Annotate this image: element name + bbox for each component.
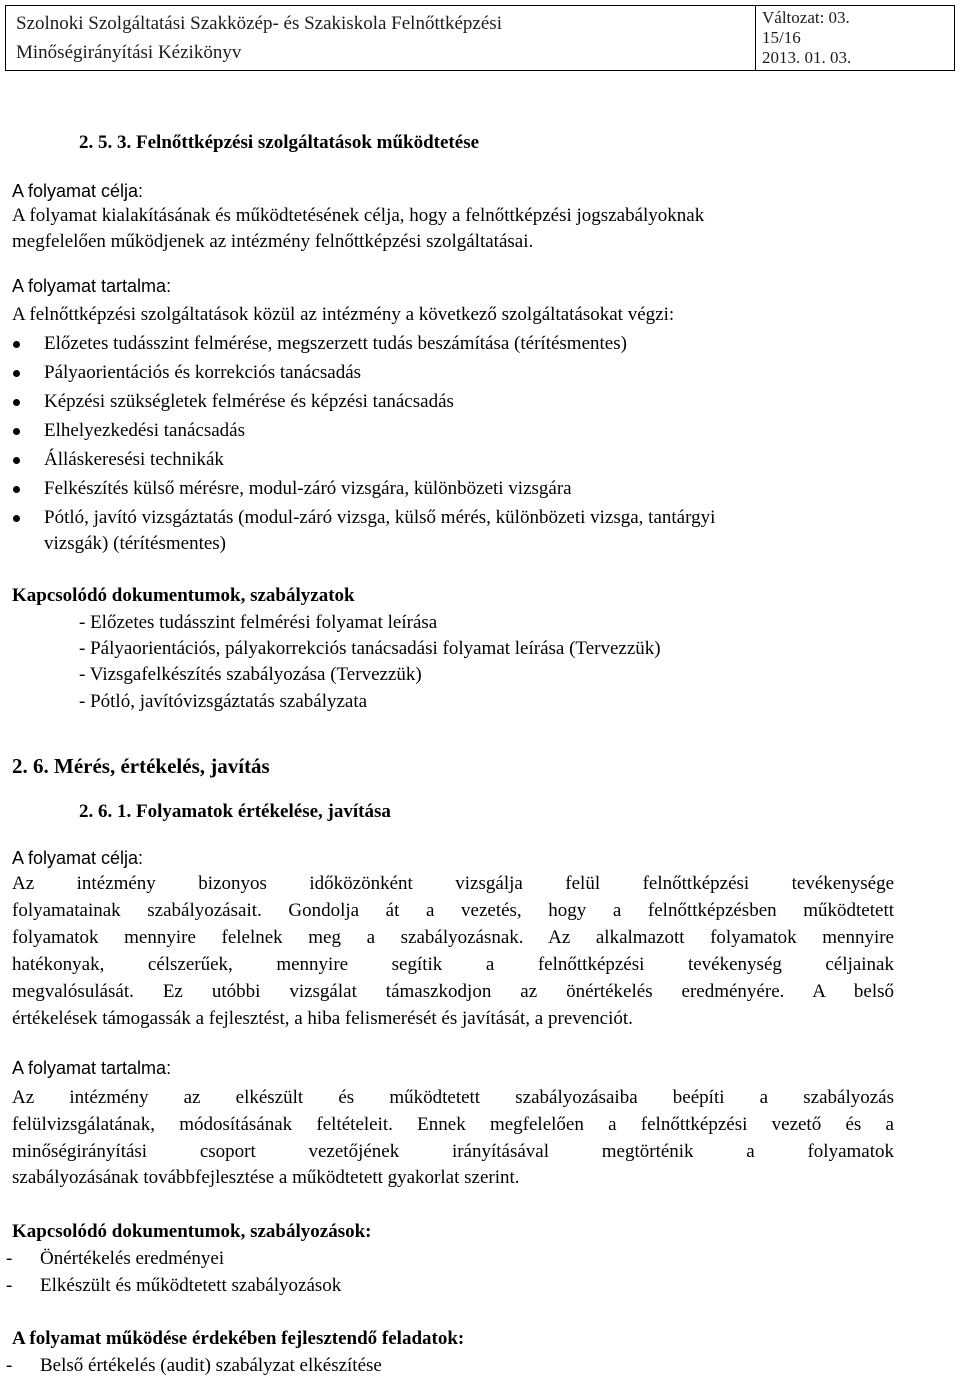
section-26-heading: 2. 6. Mérés, értékelés, javítás — [12, 754, 270, 778]
task-item: Belső értékelés (audit) szabályzat elkészítése — [40, 1355, 382, 1376]
doc-item: - Előzetes tudásszint felmérési folyamat leírása — [79, 612, 438, 633]
bullet-item: Felkészítés külső mérésre, modul-záró vizsgára, különbözeti vizsgára — [44, 478, 572, 499]
s253-content-label: A folyamat tartalma: — [12, 276, 172, 296]
s261-content-line: felülvizsgálatának, módosításának feltételeit. Ennek megfelelően a felnőttképzési vezető és a — [12, 1114, 894, 1135]
s261-goal-label: A folyamat célja: — [12, 848, 144, 868]
bullet-item: Pályaorientációs és korrekciós tanácsadás — [44, 362, 362, 383]
doc-item: Önértékelés eredményei — [40, 1248, 225, 1269]
s261-goal-line: folyamatainak szabályozásait. Gondolja át a vezetés, hogy a felnőttképzésben működtetett — [12, 900, 894, 921]
bullet-icon — [13, 370, 20, 377]
bullet-icon — [13, 457, 20, 464]
page-header — [5, 5, 955, 71]
s261-goal-line: értékelések támogassák a fejlesztést, a hiba felismerését és javítását, a prevenciót. — [12, 1008, 633, 1029]
header-manual: Minőségirányítási Kézikönyv — [16, 42, 242, 63]
bullet-icon — [13, 341, 20, 348]
s261-content-line: szabályozásának továbbfejlesztése a működtetett gyakorlat szerint. — [12, 1167, 520, 1188]
s261-goal-line: Az intézmény bizonyos időközönként vizsgálja felül felnőttképzési tevékenysége — [12, 873, 894, 894]
bullet-item: Előzetes tudásszint felmérése, megszerzett tudás beszámítása (térítésmentes) — [44, 333, 627, 354]
doc-item: - Pályaorientációs, pályakorrekciós tanácsadási folyamat leírása (Tervezzük) — [79, 638, 661, 659]
s261-docs-label: Kapcsolódó dokumentumok, szabályozások: — [12, 1221, 372, 1242]
bullet-item: Elhelyezkedési tanácsadás — [44, 420, 245, 441]
doc-item: Elkészült és működtetett szabályozások — [40, 1275, 342, 1296]
s261-content-line: minőségirányítási csoport vezetőjének irányításával megtörténik a folyamatok — [12, 1141, 894, 1162]
doc-item: - Vizsgafelkészítés szabályozása (Tervezzük) — [79, 664, 422, 685]
bullet-item: Képzési szükségletek felmérése és képzési tanácsadás — [44, 391, 454, 412]
s253-content-intro: A felnőttképzési szolgáltatások közül az intézmény a következő szolgáltatásokat végzi: — [12, 304, 675, 325]
s261-content-label: A folyamat tartalma: — [12, 1058, 172, 1078]
bullet-item: Pótló, javító vizsgáztatás (modul-záró vizsga, külső mérés, különbözeti vizsga, tantárgyi — [44, 507, 716, 528]
s261-content-line: Az intézmény az elkészült és működtetett szabályozásaiba beépíti a szabályozás — [12, 1087, 894, 1108]
header-org: Szolnoki Szolgáltatási Szakközép- és Szakiskola Felnőttképzési — [16, 13, 502, 34]
s253-goal-line: megfelelően működjenek az intézmény felnőttképzési szolgáltatásai. — [12, 231, 534, 252]
bullet-icon — [13, 486, 20, 493]
header-left — [6, 6, 756, 70]
bullet-icon — [13, 428, 20, 435]
task-dash: - — [6, 1355, 13, 1376]
bullet-icon — [13, 399, 20, 406]
header-date: 2013. 01. 03. — [762, 48, 852, 67]
doc-dash: - — [6, 1248, 13, 1269]
s261-tasks-label: A folyamat működése érdekében fejlesztendő feladatok: — [12, 1328, 465, 1349]
s253-goal-line: A folyamat kialakításának és működtetésének célja, hogy a felnőttképzési jogszabályoknak — [12, 205, 705, 226]
section-261-heading: 2. 6. 1. Folyamatok értékelése, javítása — [79, 801, 391, 822]
bullet-item-continuation: vizsgák) (térítésmentes) — [44, 533, 227, 554]
s261-goal-line: hatékonyak, célszerűek, mennyire segítik a felnőttképzési tevékenység céljainak — [12, 954, 894, 975]
s253-docs-label: Kapcsolódó dokumentumok, szabályzatok — [12, 585, 355, 606]
doc-dash: - — [6, 1275, 13, 1296]
header-version: Változat: 03. — [762, 8, 850, 27]
bullet-item: Álláskeresési technikák — [44, 449, 224, 470]
section-253-heading: 2. 5. 3. Felnőttképzési szolgáltatások működtetése — [79, 132, 480, 153]
doc-item: - Pótló, javítóvizsgáztatás szabályzata — [79, 691, 368, 712]
s261-goal-line: folyamatok mennyire felelnek meg a szabályozásnak. Az alkalmazott folyamatok mennyire — [12, 927, 894, 948]
bullet-icon — [13, 515, 20, 522]
s253-goal-label: A folyamat célja: — [12, 181, 144, 201]
header-page: 15/16 — [762, 28, 801, 47]
s261-goal-line: megvalósulását. Ez utóbbi vizsgálat támaszkodjon az önértékelés eredményére. A belső — [12, 981, 894, 1002]
header-right — [756, 6, 954, 70]
